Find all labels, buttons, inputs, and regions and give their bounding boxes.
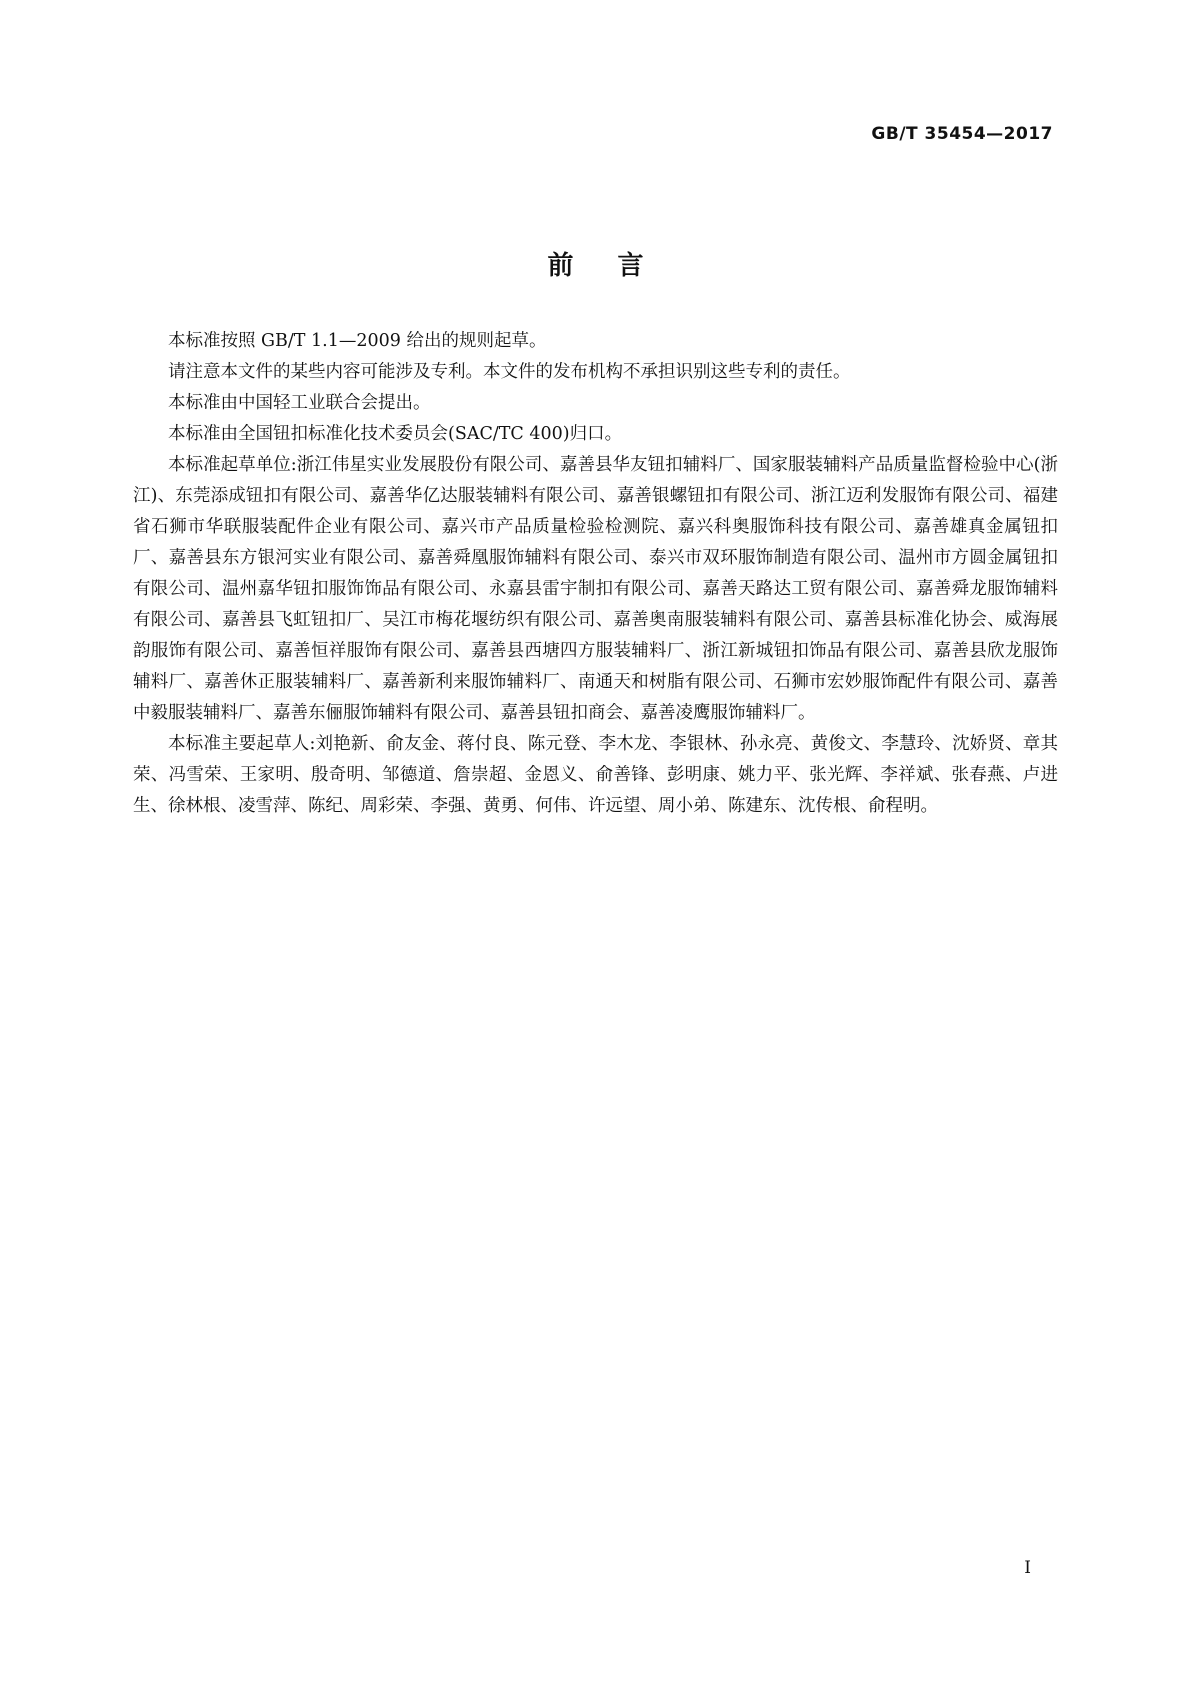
preface-body	[133, 326, 1058, 822]
paragraph-administered-by: 本标准由全国钮扣标准化技术委员会(SAC/TC 400)归口。	[168, 424, 623, 444]
page-title: 前言	[547, 251, 688, 282]
paragraph-drafting-units: 本标准起草单位:浙江伟星实业发展股份有限公司、嘉善县华友钮扣辅料厂、国家服装辅料产品质量监督检验中心(浙江)、东莞添成钮扣有限公司、嘉善华亿达服装辅料有限公司、嘉善银螺钮扣有限公司、浙江迈利发服饰有限公司、福建省石狮市华联服装配件企业有限公司、嘉兴市产品质量检验检测院、嘉兴科奥服饰科技有限公司、嘉善雄真金属钮扣厂、嘉善县东方银河实业有限公司、嘉善舜凰服饰辅料有限公司、泰兴市双环服饰制造有限公司、温州市方圆金属钮扣有限公司、温州嘉华钮扣服饰饰品有限公司、永嘉县雷宇制扣有限公司、嘉善天路达工贸有限公司、嘉善舜龙服饰辅料有限公司、嘉善县飞虹钮扣厂、吴江市梅花堰纺织有限公司、嘉善奥南服装辅料有限公司、嘉善县标准化协会、威海展韵服饰有限公司、嘉善恒祥服饰有限公司、嘉善县西塘四方服装辅料厂、浙江新城钮扣饰品有限公司、嘉善县欣龙服饰辅料厂、嘉善休正服装辅料厂、嘉善新利来服饰辅料厂、南通天和树脂有限公司、石狮市宏妙服饰配件有限公司、嘉善中毅服装辅料厂、嘉善东俪服饰辅料有限公司、嘉善县钮扣商会、嘉善凌鹰服饰辅料厂。	[133, 455, 1058, 723]
paragraph-drafting-rules: 本标准按照 GB/T 1.1—2009 给出的规则起草。	[168, 331, 547, 351]
standard-code: GB/T 35454—2017	[871, 124, 1053, 144]
page-number: I	[1024, 1558, 1031, 1578]
paragraph-patent-notice: 请注意本文件的某些内容可能涉及专利。本文件的发布机构不承担识别这些专利的责任。	[168, 362, 851, 382]
paragraph-drafters: 本标准主要起草人:刘艳新、俞友金、蒋付良、陈元登、李木龙、李银林、孙永亮、黄俊文、李慧玲、沈娇贤、章其荣、冯雪荣、王家明、殷奇明、邹德道、詹崇超、金恩义、俞善锋、彭明康、姚力平、张光辉、李祥斌、张春燕、卢进生、徐林根、凌雪萍、陈纪、周彩荣、李强、黄勇、何伟、许远望、周小弟、陈建东、沈传根、俞程明。	[133, 734, 1058, 816]
paragraph-proposed-by: 本标准由中国轻工业联合会提出。	[168, 393, 431, 413]
